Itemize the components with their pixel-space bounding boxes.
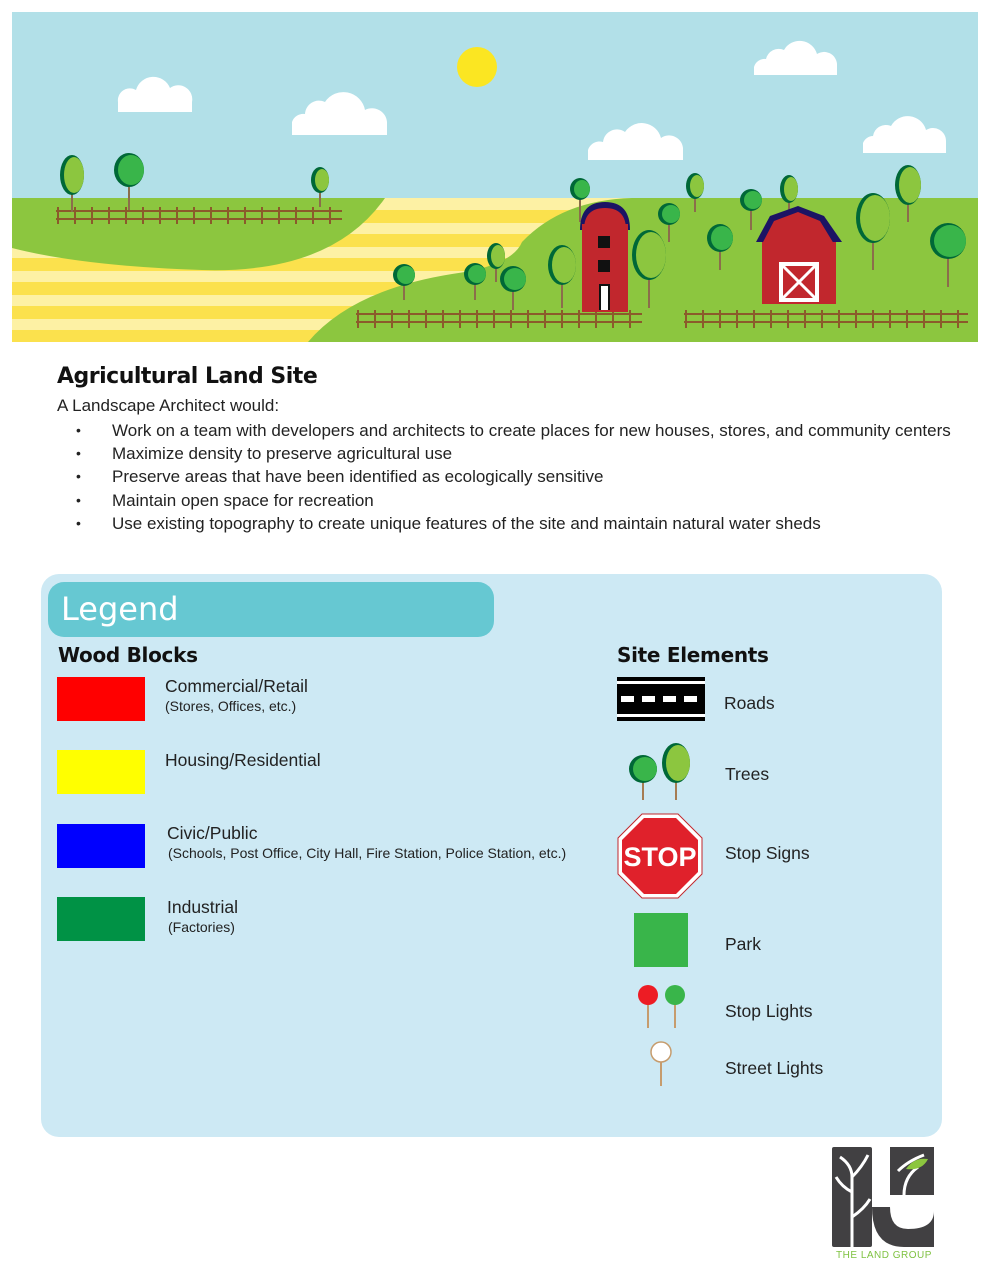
farm-banner-illustration: [12, 12, 978, 342]
list-item: • Maximize density to preserve agricultural use: [76, 444, 453, 464]
park-icon: [634, 913, 688, 967]
bullet-glyph: •: [76, 468, 81, 485]
industrial-swatch: [57, 897, 145, 941]
logo-text: THE LAND GROUP: [836, 1250, 932, 1261]
industrial-label: Industrial: [167, 897, 239, 917]
bullet-glyph: •: [76, 491, 81, 508]
stop-signs-label: Stop Signs: [725, 843, 810, 863]
stop-sign-text: STOP: [623, 842, 697, 872]
list-item: • Use existing topography to create unique features of the site and maintain natural water sheds: [76, 513, 821, 533]
site-elements-heading: Site Elements: [617, 643, 769, 667]
stop-lights-label: Stop Lights: [725, 1001, 813, 1021]
list-item: • Preserve areas that have been identified as ecologically sensitive: [76, 467, 604, 487]
street-light-icon: [648, 1040, 674, 1088]
residential-swatch: [57, 750, 145, 794]
civic-swatch: [57, 824, 145, 868]
page-title: Agricultural Land Site: [57, 364, 318, 389]
road-icon: [617, 677, 705, 721]
intro-text: A Landscape Architect would:: [57, 396, 280, 415]
sun-icon: [457, 47, 497, 87]
stop-lights-icon: [636, 984, 688, 1030]
roads-label: Roads: [724, 693, 775, 713]
street-lights-label: Street Lights: [725, 1058, 824, 1078]
trees-label: Trees: [725, 764, 770, 784]
residential-label: Housing/Residential: [165, 750, 321, 770]
silo-barn-icon: [580, 202, 630, 312]
list-item: • Work on a team with developers and architects to create places for new houses, stores, and community centers: [76, 421, 951, 440]
civic-sub: (Schools, Post Office, City Hall, Fire Station, Police Station, etc.): [168, 845, 567, 861]
bullet-glyph: •: [76, 422, 81, 438]
stop-sign-icon: [617, 813, 703, 899]
commercial-sub: (Stores, Offices, etc.): [165, 698, 297, 714]
civic-label: Civic/Public: [167, 823, 258, 843]
trees-icon: [626, 742, 692, 802]
legend-header: [48, 582, 494, 637]
commercial-swatch: [57, 677, 145, 721]
industrial-sub: (Factories): [168, 919, 235, 935]
bullet-glyph: •: [76, 445, 81, 462]
bullet-glyph: •: [76, 514, 81, 531]
legend-title: Legend: [61, 590, 179, 628]
park-label: Park: [725, 934, 761, 954]
bullet-list: [57, 419, 951, 535]
list-item: • Maintain open space for recreation: [76, 490, 374, 510]
commercial-label: Commercial/Retail: [165, 676, 308, 696]
land-group-logo: [832, 1147, 934, 1263]
wood-blocks-heading: Wood Blocks: [58, 643, 198, 667]
